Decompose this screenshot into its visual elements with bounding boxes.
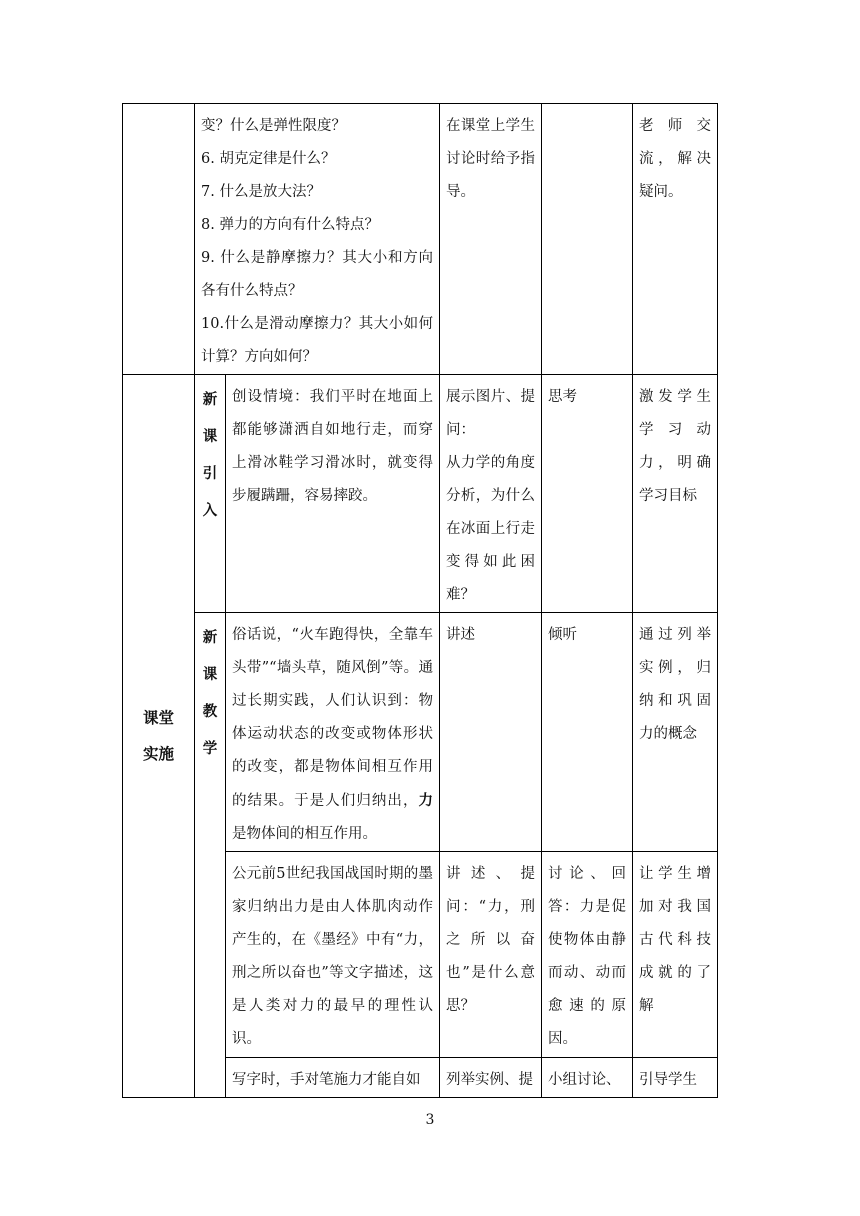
intro-intent-cell: 激发学生学习动力，明确学习目标 [633,375,718,613]
section-label-line: 实施 [142,744,174,763]
question-line: 8. 弹力的方向有什么特点？ [201,217,379,233]
teaching-label-cell [195,613,226,1098]
intro-content-cell: 创设情境：我们平时在地面上都能够潇洒自如地行走，而穿上滑冰鞋学习滑冰时，就变得步履蹒跚，容易摔跤。 [226,375,440,613]
content-text: 俗话说，“火车跑得快，全靠车头带”“墙头草，随风倒”等。通过长期实践，人们认识到：物体运动状态的改变或物体形状的改变，都是物体间相互作用的结果。于是人们归纳出， [232,627,433,809]
section-label-line: 课堂 [142,708,174,727]
section-label-cell [123,375,195,1098]
teaching-intent-cell: 引导学生 [633,1058,718,1098]
teaching-student-cell: 倾听 [542,613,633,852]
lesson-plan-table [122,103,718,1098]
section-cell-empty [123,104,195,375]
design-intent-cell: 老师交流，解决疑问。 [633,104,718,375]
teaching-content-cell: 写字时，手对笔施力才能自如 [226,1058,440,1098]
teaching-content-cell [226,613,440,852]
teaching-teacher-cell: 列举实例、提 [440,1058,542,1098]
teaching-teacher-cell: 讲述 [440,613,542,852]
question-line: 10.什么是滑动摩擦力？其大小如何计算？方向如何？ [201,316,433,365]
question-line: 6. 胡克定律是什么？ [201,151,336,167]
teaching-intent-cell: 通过列举实例，归纳和巩固力的概念 [633,613,718,852]
teacher-line: 展示图片、提问： [446,389,535,438]
review-questions-cell [195,104,440,375]
label-char: 新 [202,629,218,646]
teacher-line: 从力学的角度分析，为什么在冰面上行走变得如此困难？ [446,455,535,603]
table-row [123,375,718,613]
question-line: 7. 什么是放大法？ [201,184,321,200]
label-char: 入 [202,502,218,519]
label-char: 课 [202,666,218,683]
teaching-intent-cell: 让学生增加对我国古代科技成就的了解 [633,852,718,1058]
teaching-content-cell: 公元前5世纪我国战国时期的墨家归纳出力是由人体肌肉动作产生的，在《墨经》中有“力，刑之所以奋也”等文字描述，这是人类对力的最早的理性认识。 [226,852,440,1058]
table-row [123,104,718,375]
label-char: 课 [202,428,218,445]
question-line: 9. 什么是静摩擦力？其大小和方向各有什么特点？ [201,250,433,299]
label-char: 学 [202,740,218,757]
content-bold-term: 力 [418,792,433,809]
teaching-teacher-cell: 讲述、提问：“力，刑之所以奋也”是什么意思？ [440,852,542,1058]
label-char: 新 [202,391,218,408]
label-char: 引 [202,465,218,482]
teacher-activity-cell: 在课堂上学生讨论时给予指导。 [440,104,542,375]
intro-label-cell [195,375,226,613]
content-text: 是物体间的相互作用。 [232,826,377,842]
page-number: 3 [425,1112,435,1128]
teaching-student-cell: 小组讨论、 [542,1058,633,1098]
teaching-student-cell: 讨论、回答：力是促使物体由静而动、动而愈速的原因。 [542,852,633,1058]
intro-teacher-cell [440,375,542,613]
table-row [123,613,718,852]
intro-student-cell: 思考 [542,375,633,613]
label-char: 教 [202,703,218,720]
question-line: 变？什么是弹性限度？ [201,118,346,134]
student-activity-cell [542,104,633,375]
